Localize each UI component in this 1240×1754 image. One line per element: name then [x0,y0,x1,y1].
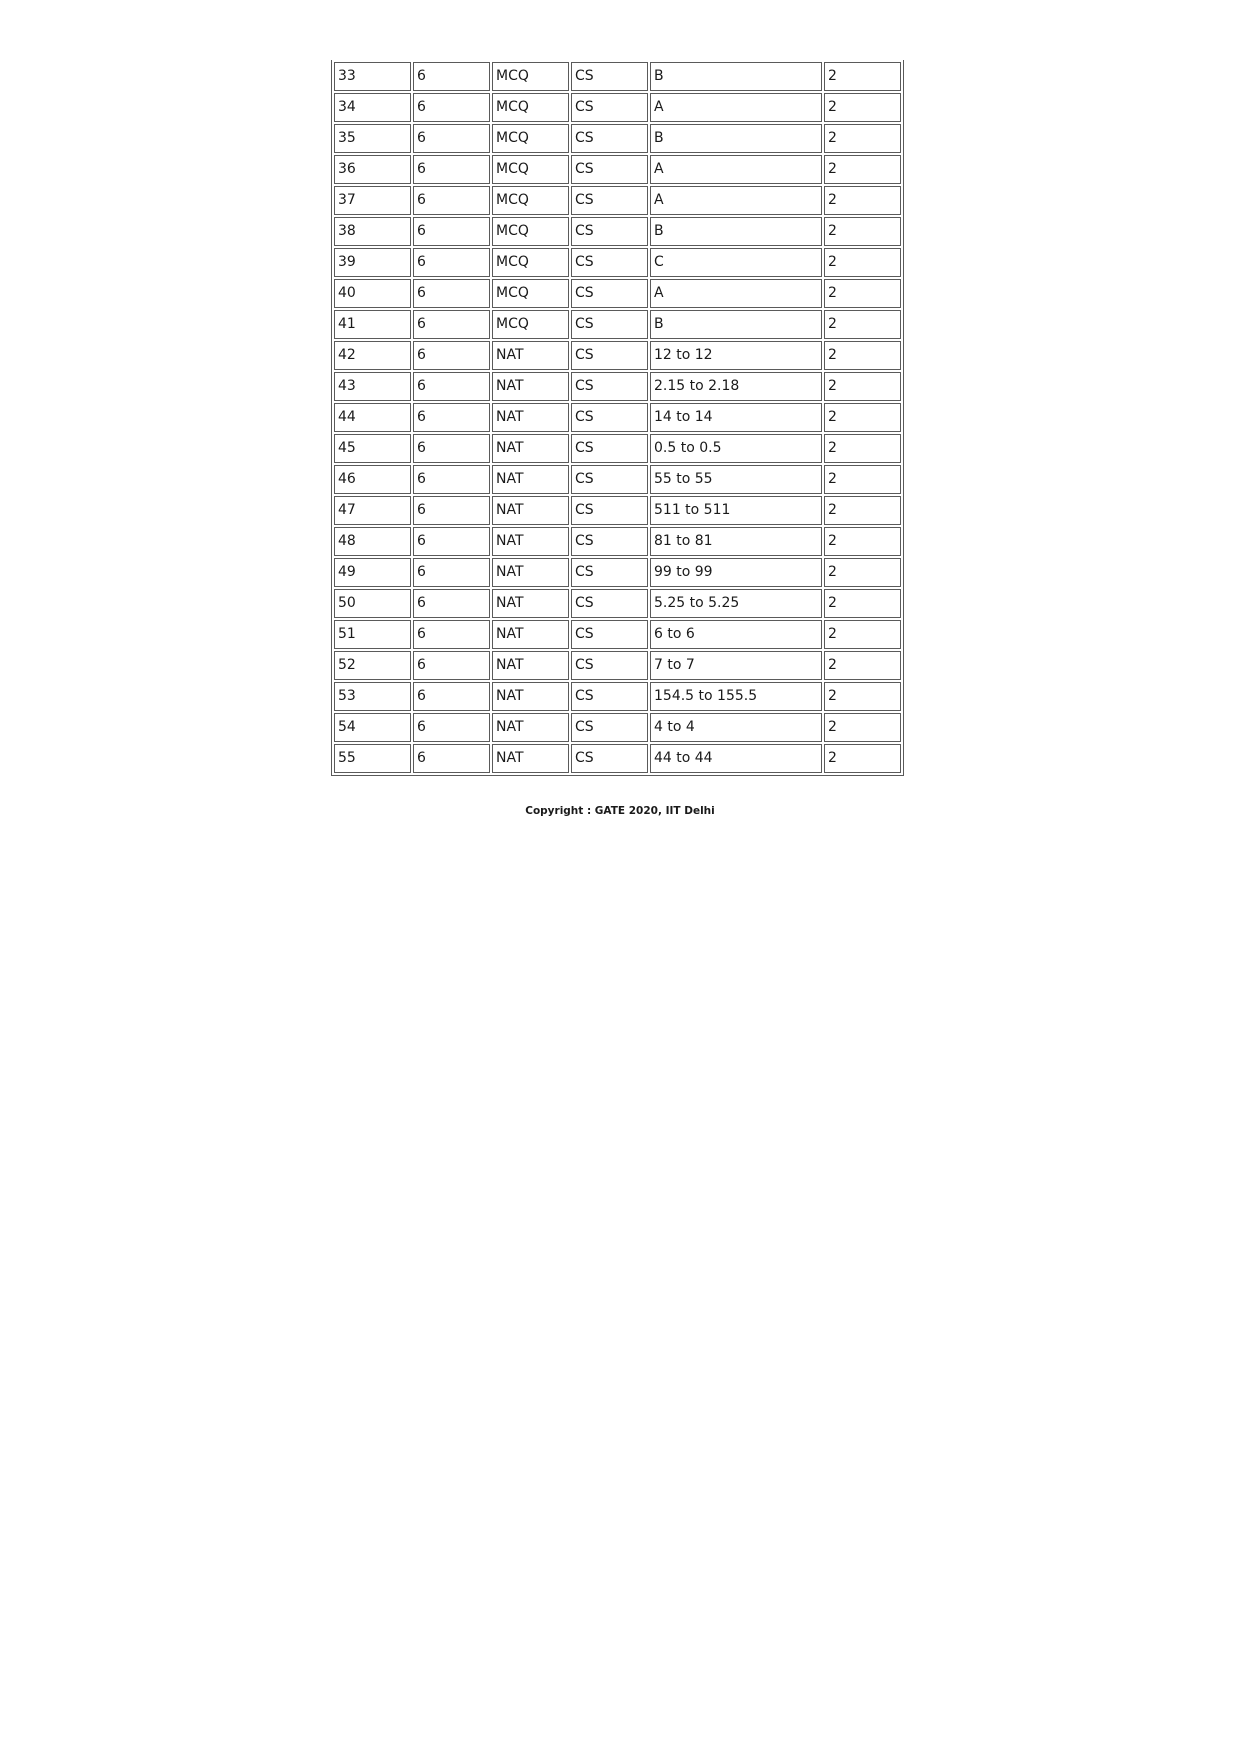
cell-marks: 2 [824,527,901,556]
table-row [334,465,901,494]
cell-marks: 2 [824,62,901,91]
table-row [334,713,901,742]
cell-question-type: NAT [492,341,569,370]
copyright-notice: Copyright : GATE 2020, IIT Delhi [525,805,715,817]
cell-question-number: 37 [334,186,411,215]
table-row [334,372,901,401]
cell-key-range: B [650,217,822,246]
table-row [334,217,901,246]
cell-section: CS [571,527,648,556]
cell-key-range: 2.15 to 2.18 [650,372,822,401]
cell-section: CS [571,372,648,401]
cell-session: 6 [413,248,490,277]
cell-key-range: 55 to 55 [650,465,822,494]
cell-section: CS [571,403,648,432]
cell-session: 6 [413,651,490,680]
table-row [334,62,901,91]
cell-marks: 2 [824,310,901,339]
cell-key-range: A [650,93,822,122]
cell-question-number: 38 [334,217,411,246]
table-row [334,93,901,122]
cell-session: 6 [413,744,490,773]
cell-question-type: MCQ [492,310,569,339]
cell-question-type: NAT [492,744,569,773]
cell-key-range: 99 to 99 [650,558,822,587]
table-row [334,124,901,153]
cell-marks: 2 [824,341,901,370]
cell-question-type: NAT [492,465,569,494]
cell-question-type: NAT [492,434,569,463]
cell-key-range: A [650,279,822,308]
cell-section: CS [571,620,648,649]
cell-question-number: 35 [334,124,411,153]
cell-section: CS [571,682,648,711]
cell-marks: 2 [824,744,901,773]
cell-key-range: B [650,310,822,339]
cell-section: CS [571,496,648,525]
cell-section: CS [571,713,648,742]
cell-question-type: MCQ [492,248,569,277]
cell-session: 6 [413,62,490,91]
cell-question-number: 55 [334,744,411,773]
cell-session: 6 [413,620,490,649]
cell-question-type: MCQ [492,217,569,246]
cell-question-type: NAT [492,403,569,432]
cell-question-type: NAT [492,620,569,649]
cell-marks: 2 [824,217,901,246]
cell-question-number: 51 [334,620,411,649]
cell-session: 6 [413,155,490,184]
answer-key-table-body [334,62,901,773]
cell-key-range: 511 to 511 [650,496,822,525]
table-row [334,248,901,277]
cell-question-number: 39 [334,248,411,277]
cell-question-number: 45 [334,434,411,463]
cell-key-range: 44 to 44 [650,744,822,773]
cell-question-number: 40 [334,279,411,308]
cell-key-range: 4 to 4 [650,713,822,742]
table-row [334,310,901,339]
cell-question-type: MCQ [492,124,569,153]
cell-question-type: MCQ [492,186,569,215]
cell-key-range: C [650,248,822,277]
table-row [334,527,901,556]
cell-section: CS [571,186,648,215]
cell-session: 6 [413,279,490,308]
cell-question-number: 33 [334,62,411,91]
table-row [334,186,901,215]
cell-marks: 2 [824,434,901,463]
table-row [334,155,901,184]
cell-question-number: 41 [334,310,411,339]
cell-marks: 2 [824,403,901,432]
cell-section: CS [571,589,648,618]
cell-marks: 2 [824,248,901,277]
cell-key-range: A [650,155,822,184]
cell-section: CS [571,744,648,773]
cell-key-range: 12 to 12 [650,341,822,370]
cell-session: 6 [413,465,490,494]
cell-question-type: NAT [492,651,569,680]
cell-question-type: MCQ [492,279,569,308]
cell-session: 6 [413,527,490,556]
cell-question-number: 44 [334,403,411,432]
cell-session: 6 [413,403,490,432]
cell-session: 6 [413,713,490,742]
cell-question-number: 54 [334,713,411,742]
cell-key-range: B [650,62,822,91]
cell-section: CS [571,341,648,370]
cell-marks: 2 [824,682,901,711]
cell-question-number: 36 [334,155,411,184]
cell-question-type: NAT [492,496,569,525]
cell-section: CS [571,310,648,339]
cell-session: 6 [413,341,490,370]
cell-marks: 2 [824,496,901,525]
cell-question-type: NAT [492,558,569,587]
cell-session: 6 [413,186,490,215]
cell-session: 6 [413,682,490,711]
cell-key-range: 7 to 7 [650,651,822,680]
table-row [334,558,901,587]
table-row [334,279,901,308]
cell-question-number: 52 [334,651,411,680]
cell-marks: 2 [824,465,901,494]
cell-question-type: MCQ [492,155,569,184]
cell-session: 6 [413,124,490,153]
cell-session: 6 [413,589,490,618]
cell-question-type: MCQ [492,62,569,91]
cell-question-type: NAT [492,527,569,556]
cell-section: CS [571,155,648,184]
cell-section: CS [571,62,648,91]
cell-question-number: 43 [334,372,411,401]
cell-question-type: NAT [492,682,569,711]
cell-marks: 2 [824,372,901,401]
table-row [334,589,901,618]
cell-section: CS [571,434,648,463]
table-row [334,682,901,711]
cell-marks: 2 [824,651,901,680]
cell-session: 6 [413,496,490,525]
cell-question-number: 48 [334,527,411,556]
cell-key-range: 14 to 14 [650,403,822,432]
table-row [334,651,901,680]
table-row [334,434,901,463]
cell-question-number: 46 [334,465,411,494]
cell-session: 6 [413,558,490,587]
cell-section: CS [571,651,648,680]
cell-key-range: 0.5 to 0.5 [650,434,822,463]
cell-session: 6 [413,434,490,463]
cell-marks: 2 [824,713,901,742]
cell-question-number: 42 [334,341,411,370]
cell-question-type: NAT [492,713,569,742]
cell-session: 6 [413,217,490,246]
cell-marks: 2 [824,620,901,649]
cell-question-number: 47 [334,496,411,525]
cell-marks: 2 [824,93,901,122]
cell-key-range: 6 to 6 [650,620,822,649]
cell-section: CS [571,217,648,246]
cell-question-number: 34 [334,93,411,122]
cell-section: CS [571,93,648,122]
cell-session: 6 [413,310,490,339]
cell-key-range: A [650,186,822,215]
cell-marks: 2 [824,558,901,587]
cell-marks: 2 [824,279,901,308]
cell-marks: 2 [824,186,901,215]
table-row [334,496,901,525]
cell-key-range: 5.25 to 5.25 [650,589,822,618]
table-row [334,341,901,370]
cell-question-type: NAT [492,372,569,401]
cell-question-number: 49 [334,558,411,587]
answer-key-table [331,60,904,776]
cell-section: CS [571,279,648,308]
cell-session: 6 [413,372,490,401]
cell-question-type: NAT [492,589,569,618]
table-row [334,620,901,649]
cell-question-type: MCQ [492,93,569,122]
cell-question-number: 50 [334,589,411,618]
cell-section: CS [571,248,648,277]
cell-question-number: 53 [334,682,411,711]
cell-marks: 2 [824,589,901,618]
cell-section: CS [571,558,648,587]
table-row [334,744,901,773]
table-row [334,403,901,432]
cell-key-range: B [650,124,822,153]
cell-session: 6 [413,93,490,122]
cell-marks: 2 [824,155,901,184]
cell-section: CS [571,465,648,494]
cell-key-range: 154.5 to 155.5 [650,682,822,711]
cell-marks: 2 [824,124,901,153]
cell-section: CS [571,124,648,153]
cell-key-range: 81 to 81 [650,527,822,556]
